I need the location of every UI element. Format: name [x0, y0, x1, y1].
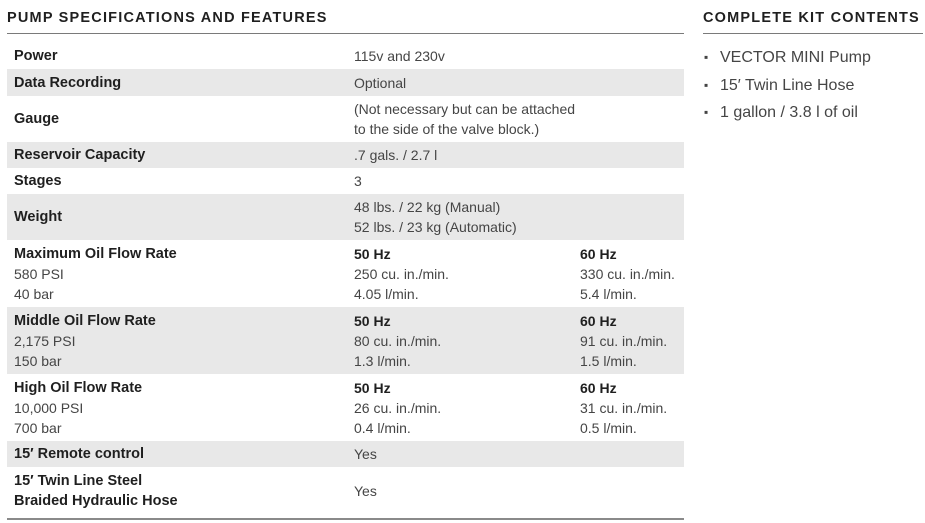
spec-row	[7, 142, 684, 168]
flow-value: 80 cu. in./min.	[354, 332, 442, 349]
spec-value: 3	[354, 173, 362, 189]
spec-value-cell	[354, 96, 684, 142]
spec-sublabel: 150 bar	[14, 352, 62, 369]
flow-50hz-cell	[354, 374, 574, 441]
spec-row	[7, 194, 684, 240]
flow-60hz-cell	[580, 307, 684, 374]
spec-label-cell	[14, 194, 344, 240]
bullet-icon: ▪	[704, 105, 709, 119]
bullet-icon: ▪	[704, 77, 709, 92]
spec-sublabel: 700 bar	[14, 419, 62, 436]
flow-value: 1.3 l/min.	[354, 352, 411, 369]
spec-label: Stages	[14, 173, 62, 189]
spec-value-cell	[354, 142, 684, 168]
spec-label: 15′ Remote control	[14, 446, 144, 462]
spec-label: Maximum Oil Flow Rate	[14, 245, 177, 262]
spec-value-cell	[354, 194, 684, 240]
spec-label-cell	[14, 441, 344, 467]
flow-value: 26 cu. in./min.	[354, 399, 442, 416]
spec-sublabel: 10,000 PSI	[14, 399, 84, 416]
kit-item-label: 1 gallon / 3.8 l of oil	[720, 104, 858, 121]
kit-list	[703, 44, 871, 127]
spec-label-cell	[14, 374, 344, 441]
spec-value: 48 lbs. / 22 kg (Manual)	[354, 199, 501, 215]
spec-row	[7, 374, 684, 441]
spec-label: Braided Hydraulic Hose	[14, 492, 178, 509]
flow-60hz-cell	[580, 240, 684, 307]
hz-label: 60 Hz	[580, 379, 617, 396]
spec-label: Power	[14, 48, 58, 64]
flow-value: 91 cu. in./min.	[580, 332, 668, 349]
spec-table	[7, 43, 684, 514]
spec-label: Data Recording	[14, 74, 122, 91]
flow-value: 4.05 l/min.	[354, 285, 419, 302]
spec-label: Weight	[14, 209, 63, 225]
spec-label-cell	[14, 240, 344, 307]
kit-heading: COMPLETE KIT CONTENTS	[703, 10, 920, 26]
flow-value: 330 cu. in./min.	[580, 265, 675, 282]
flow-50hz-cell	[354, 307, 574, 374]
kit-heading-rule	[703, 33, 923, 34]
spec-value-cell	[354, 69, 684, 96]
spec-label: High Oil Flow Rate	[14, 379, 143, 396]
kit-item	[703, 44, 871, 72]
spec-value-cell	[354, 467, 684, 514]
flow-value: 0.5 l/min.	[580, 419, 637, 436]
spec-sublabel: 40 bar	[14, 285, 54, 302]
hz-label: 60 Hz	[580, 312, 617, 329]
spec-value: Yes	[354, 446, 377, 462]
flow-50hz-cell	[354, 240, 574, 307]
spec-value: .7 gals. / 2.7 l	[354, 147, 438, 163]
spec-row	[7, 96, 684, 142]
spec-label-cell	[14, 69, 344, 96]
flow-value: 250 cu. in./min.	[354, 265, 449, 282]
hz-label: 50 Hz	[354, 312, 391, 329]
spec-label-cell	[14, 43, 344, 69]
spec-sublabel: 580 PSI	[14, 265, 64, 282]
spec-row	[7, 69, 684, 96]
spec-row	[7, 168, 684, 194]
spec-label-cell	[14, 168, 344, 194]
kit-item-label: VECTOR MINI Pump	[720, 49, 871, 66]
spec-label-cell	[14, 467, 344, 514]
kit-item-label: 15′ Twin Line Hose	[720, 76, 855, 94]
spec-label: Gauge	[14, 111, 60, 127]
spec-value: to the side of the valve block.)	[354, 121, 540, 137]
spec-label: Middle Oil Flow Rate	[14, 312, 156, 329]
spec-label: 15′ Twin Line Steel	[14, 472, 143, 489]
spec-value: Optional	[354, 74, 407, 91]
spec-value-cell	[354, 168, 684, 194]
spec-value: Yes	[354, 482, 377, 499]
spec-label-cell	[14, 96, 344, 142]
spec-row	[7, 43, 684, 69]
bullet-icon: ▪	[704, 50, 709, 64]
kit-item	[703, 72, 871, 100]
hz-label: 60 Hz	[580, 245, 617, 262]
spec-value: (Not necessary but can be attached	[354, 101, 576, 117]
spec-sublabel: 2,175 PSI	[14, 332, 76, 349]
spec-row	[7, 441, 684, 467]
flow-60hz-cell	[580, 374, 684, 441]
spec-label-cell	[14, 142, 344, 168]
hz-label: 50 Hz	[354, 245, 391, 262]
flow-value: 5.4 l/min.	[580, 285, 637, 302]
spec-value-cell	[354, 43, 684, 69]
spec-label: Reservoir Capacity	[14, 147, 146, 163]
spec-table-bottom-rule	[7, 518, 684, 520]
spec-heading-rule	[7, 33, 684, 34]
flow-value: 31 cu. in./min.	[580, 399, 668, 416]
flow-value: 1.5 l/min.	[580, 352, 637, 369]
flow-value: 0.4 l/min.	[354, 419, 411, 436]
spec-row	[7, 307, 684, 374]
spec-value: 52 lbs. / 23 kg (Automatic)	[354, 219, 517, 235]
spec-value: 115v and 230v	[354, 48, 445, 64]
spec-value-cell	[354, 441, 684, 467]
hz-label: 50 Hz	[354, 379, 391, 396]
spec-row	[7, 467, 684, 514]
kit-item	[703, 99, 871, 127]
spec-heading: PUMP SPECIFICATIONS AND FEATURES	[7, 10, 328, 26]
spec-label-cell	[14, 307, 344, 374]
spec-row	[7, 240, 684, 307]
